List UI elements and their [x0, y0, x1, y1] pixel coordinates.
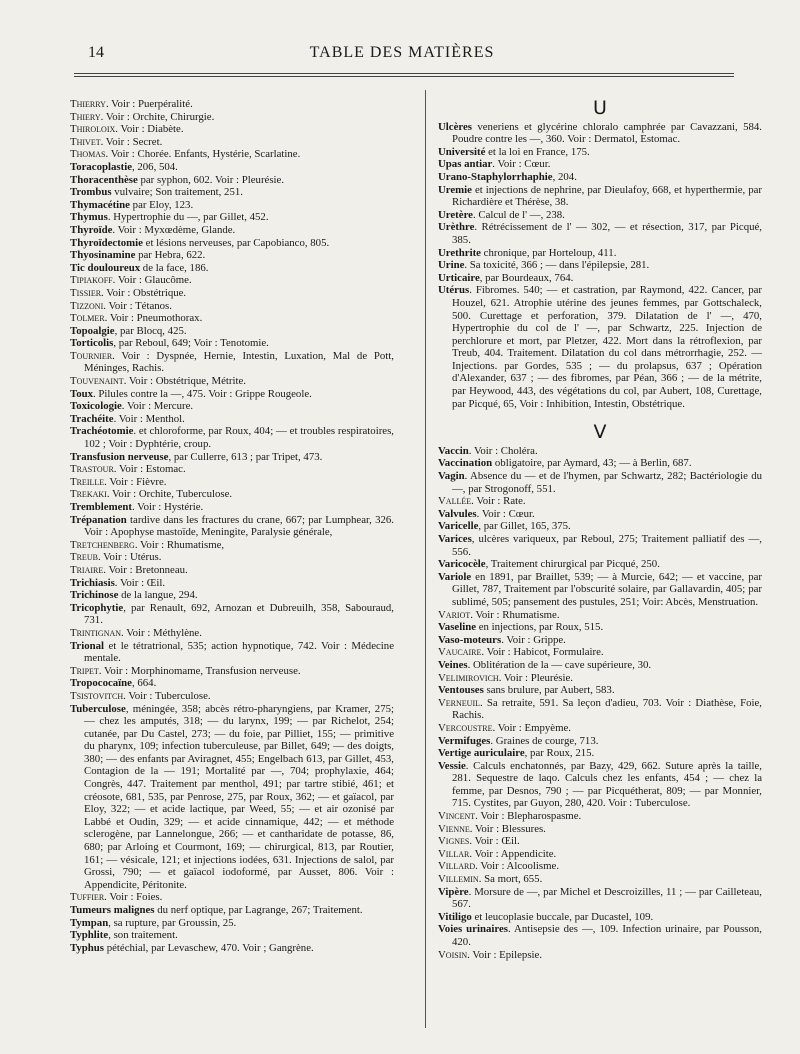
- entry-heading: Trichiasis: [70, 576, 115, 589]
- entry-heading: Tympan: [70, 916, 109, 929]
- entry-text: . Voir : Orchite, Tuberculose.: [106, 488, 233, 501]
- index-entry: [438, 533, 762, 558]
- entry-heading: Vignes: [438, 835, 470, 848]
- index-entry: [438, 259, 762, 272]
- index-entry: [70, 703, 394, 892]
- entry-text: . Voir : Habicot, Formulaire.: [481, 646, 604, 659]
- entry-heading: Tuberculose: [70, 702, 126, 715]
- entry-text: . Voir : Bretonneau.: [103, 563, 188, 576]
- entry-heading: Utérus: [438, 284, 470, 297]
- entry-text: . Voir : Pneumothorax.: [104, 312, 203, 325]
- index-entry: [438, 873, 762, 886]
- index-entry: [438, 272, 762, 285]
- entry-heading: Vipère: [438, 885, 469, 898]
- index-entry: [70, 300, 394, 313]
- index-entry: [438, 508, 762, 521]
- index-entry: [438, 735, 762, 748]
- entry-text: . Voir : Tuberculose.: [123, 689, 211, 702]
- entry-heading: Treille: [70, 475, 105, 488]
- index-entry: [438, 911, 762, 924]
- entry-heading: Tuffier: [70, 891, 105, 904]
- index-entry: [70, 677, 394, 690]
- entry-text: et leucoplasie buccale, par Ducastel, 109.: [471, 910, 654, 923]
- entry-heading: Verneuil: [438, 696, 481, 709]
- entry-heading: Varicocèle: [438, 558, 486, 571]
- index-entry: [70, 488, 394, 501]
- index-entry: [438, 684, 762, 697]
- index-entry: [70, 413, 394, 426]
- entry-heading: Urine: [438, 259, 465, 272]
- index-entry: [438, 470, 762, 495]
- entry-heading: Trombus: [70, 186, 112, 199]
- entry-heading: Urethrite: [438, 246, 481, 259]
- entry-text: . Voir : Rhumatisme.: [470, 608, 560, 621]
- entry-heading: Trekaki: [70, 488, 107, 501]
- entry-heading: Vertige auriculaire: [438, 747, 525, 760]
- entry-heading: Tropococaïne: [70, 677, 132, 690]
- entry-text: , Traitement chirurgical par Picqué, 250.: [485, 558, 660, 571]
- left-column: [70, 98, 394, 954]
- entry-text: . Voir : Glaucôme.: [112, 274, 192, 287]
- entry-heading: Valvules: [438, 507, 477, 520]
- running-title: TABLE DES MATIÈRES: [309, 44, 495, 61]
- entry-heading: Thymacétine: [70, 198, 130, 211]
- index-entry: [70, 942, 394, 955]
- entry-heading: Thierry: [70, 98, 106, 110]
- entry-heading: Thyosinamine: [70, 249, 136, 262]
- index-entry: [70, 325, 394, 338]
- entry-text: . Voir : Diabète.: [115, 123, 184, 136]
- index-entry: [70, 451, 394, 464]
- index-entry: [438, 835, 762, 848]
- entry-text: . Pilules contre la —, 475. Voir : Grippe Rougeole.: [93, 387, 312, 400]
- entry-text: , 206, 504.: [131, 160, 178, 173]
- index-entry: [70, 589, 394, 602]
- entry-text: , 204.: [552, 170, 577, 183]
- entry-heading: Tripet: [70, 664, 99, 677]
- entry-text: . Voir : Chorée. Enfants, Hystérie, Scarlatine.: [105, 148, 301, 161]
- entry-heading: Tricophytie: [70, 601, 124, 614]
- entry-text: , sa rupture, par Groussin, 25.: [108, 916, 237, 929]
- entry-text: , par Cullerre, 613 ; par Tripet, 473.: [168, 450, 323, 463]
- entry-heading: Ventouses: [438, 684, 484, 697]
- entry-text: , son traitement.: [108, 929, 178, 942]
- index-entry: [70, 98, 394, 111]
- entry-heading: Toracoplastie: [70, 160, 132, 173]
- entry-heading: Toux: [70, 387, 94, 400]
- entry-heading: Typhus: [70, 941, 105, 954]
- index-entry: [438, 520, 762, 533]
- index-entry: [70, 577, 394, 590]
- entry-heading: Vaso-moteurs: [438, 633, 502, 646]
- index-entry: [438, 646, 762, 659]
- entry-heading: Uretère: [438, 208, 473, 221]
- entry-heading: Villemin: [438, 873, 479, 886]
- index-entry: [70, 111, 394, 124]
- index-entry: [70, 262, 394, 275]
- index-entry: [70, 287, 394, 300]
- index-entry: [438, 672, 762, 685]
- index-entry: [70, 891, 394, 904]
- entry-text: . Voir : Orchite, Chirurgie.: [100, 110, 215, 123]
- entry-text: . Voir : Méthylène.: [121, 626, 202, 639]
- index-entry: [70, 123, 394, 136]
- entry-text: . Morsure de —, par Michel et Descroizilles, 11 ; — par Cailleteau, 567.: [452, 885, 762, 911]
- entry-text: . Graines de courge, 713.: [490, 734, 599, 747]
- page-number: 14: [88, 44, 104, 61]
- index-entry: [438, 284, 762, 410]
- index-entry: [438, 923, 762, 948]
- index-entry: [70, 602, 394, 627]
- entry-heading: Trintignan: [70, 626, 122, 639]
- index-entry: [438, 457, 762, 470]
- entry-heading: Thoracenthèse: [70, 173, 138, 186]
- entry-text: . et chloroforme, par Roux, 404; — et troubles respiratoires, 102 ; Voir : Dyphtérie, croup.: [84, 425, 394, 451]
- header-rule: [74, 73, 734, 74]
- index-entry: [438, 495, 762, 508]
- entry-heading: Université: [438, 145, 486, 158]
- entry-heading: Toxicologie: [70, 400, 122, 413]
- entry-text: . Hypertrophie du —, par Gillet, 452.: [107, 211, 269, 224]
- entry-heading: Touvenaint: [70, 375, 124, 388]
- entry-heading: Typhlite: [70, 929, 109, 942]
- entry-text: . Fibromes. 540; — et castration, par Raymond, 422. Cancer, par Houzel, 621. Atrophie utérine des jeunes femmes, par Gottschaleck, 500. Curettage et perforation, 379. Dilatation de l' —, 470, Hypertrophie du col de l' —, par Schwartz, 225. Injection de perchlorure et mort, par Pletzer, 422. Mort dans la rétroflexion, par Treub, 404. Traitement. Dilatation du col dans métrorrhagie, 252. — Injections. par Gordes, 535 ; — du prolapsus, 637 ; Opération d'Alexander, 637 ; — des fibromes, par Péan, 366 ; — de la métrite, par Heywood, 443, des végétations du col, par Aubert, 108, Curettage, par Picqué, 65, Voir : Inhibition, Intestin, Obstétrique.: [452, 284, 762, 410]
- entry-heading: Thiery: [70, 110, 101, 123]
- entry-heading: Villar: [438, 847, 470, 860]
- entry-text: . Voir : Utérus.: [97, 551, 162, 564]
- entry-text: . Sa toxicité, 366 ; — dans l'épilepsie, 281.: [464, 259, 650, 272]
- index-entry: [70, 186, 394, 199]
- entry-text: . Calculs enchatonnés, par Bazy, 429, 662. Suture après la taille, 281. Sequestre de laqo. Calculs chez les enfants, 454 ; — chez la femme, par Desnos, 790 ; — par Picquétherat, 809; — par Monnier, 715. Cystites, par Guyon, 280, 420. Voir : Tuberculose.: [452, 759, 762, 810]
- index-entry: [70, 425, 394, 450]
- index-entry: [438, 158, 762, 171]
- entry-text: veneriens et glycérine chloralo camphrée par Cavazzani, 584. Poudre contre les —, 360. Voir : Dermatol, Estomac.: [452, 120, 762, 146]
- entry-text: . Voir : Fièvre.: [104, 475, 167, 488]
- entry-heading: Vitiligo: [438, 910, 472, 923]
- index-entry: [438, 221, 762, 246]
- entry-heading: Vienne: [438, 822, 470, 835]
- entry-heading: Transfusion nerveuse: [70, 450, 169, 463]
- entry-heading: Varices: [438, 533, 472, 545]
- entry-heading: Trastour: [70, 463, 114, 476]
- entry-text: . Sa mort, 655.: [478, 873, 543, 886]
- index-entry: [438, 146, 762, 159]
- entry-text: . Voir : Blessures.: [469, 822, 546, 835]
- index-entry: [70, 224, 394, 237]
- entry-heading: Thivet: [70, 135, 101, 148]
- index-entry: [70, 237, 394, 250]
- entry-text: . Voir : Obstétrique.: [101, 286, 187, 299]
- entry-text: . Voir : Cœur.: [476, 507, 535, 520]
- entry-heading: Trional: [70, 639, 104, 652]
- index-entry: [70, 161, 394, 174]
- entry-heading: Variot: [438, 608, 471, 621]
- entry-heading: Tizzoni: [70, 299, 104, 312]
- entry-text: et la loi en France, 175.: [485, 145, 590, 158]
- index-entry: [438, 747, 762, 760]
- entry-text: . Voir : Epilepsie.: [467, 948, 543, 961]
- entry-text: et injections de nephrine, par Dieulafoy, 668, et hyperthermie, par Richardière et Thérèse, 38.: [452, 183, 762, 209]
- entry-heading: Urèthre: [438, 221, 475, 234]
- index-entry: [438, 848, 762, 861]
- entry-heading: Tsistovitch: [70, 689, 124, 702]
- entry-text: tardive dans les fractures du crane, 667; par Lumphear, 326. Voir : Apophyse mastoïde, Meningite, Paralysie générale,: [84, 513, 394, 539]
- index-entry: [70, 551, 394, 564]
- index-entry: [70, 249, 394, 262]
- index-entry: [438, 571, 762, 609]
- entry-heading: Upas antiar: [438, 158, 493, 171]
- section-v-entries: [438, 445, 762, 961]
- entry-heading: Variole: [438, 570, 472, 583]
- entry-heading: Varicelle: [438, 520, 479, 533]
- entry-text: de la face, 186.: [140, 261, 209, 274]
- index-entry: [70, 337, 394, 350]
- entry-text: , par Bourdeaux, 764.: [479, 271, 574, 284]
- entry-text: . Voir : Hystérie.: [131, 501, 204, 513]
- index-entry: [70, 564, 394, 577]
- entry-text: . Sa retraite, 591. Sa leçon d'adieu, 703. Voir : Diathèse, Foie, Rachis.: [452, 696, 762, 722]
- entry-heading: Vincent: [438, 810, 476, 823]
- index-entry: [438, 247, 762, 260]
- index-entry: [70, 174, 394, 187]
- index-entry: [438, 860, 762, 873]
- index-entry: [438, 184, 762, 209]
- index-entry: [70, 463, 394, 476]
- index-entry: [70, 350, 394, 375]
- index-entry: [438, 558, 762, 571]
- index-entry: [70, 199, 394, 212]
- index-entry: [70, 312, 394, 325]
- entry-text: par Hebra, 622.: [135, 249, 206, 262]
- entry-heading: Ulcères: [438, 120, 472, 133]
- index-entry: [70, 904, 394, 917]
- entry-text: , 664.: [131, 677, 157, 690]
- entry-text: , par Renault, 692, Arnozan et Dubreuilh, 358, Sabouraud, 731.: [84, 601, 394, 627]
- index-entry: [70, 501, 394, 514]
- entry-text: du nerf optique, par Lagrange, 267; Traitement.: [154, 904, 363, 916]
- entry-text: sans brulure, par Aubert, 583.: [483, 684, 615, 697]
- entry-text: pétéchial, par Levaschew, 470. Voir ; Gangrène.: [104, 941, 314, 954]
- entry-text: . Voir : Obstétrique, Métrite.: [123, 375, 246, 388]
- entry-heading: Trichinose: [70, 589, 119, 602]
- entry-text: de la langue, 294.: [118, 589, 198, 602]
- entry-heading: Vagin: [438, 470, 465, 483]
- index-entry: [70, 211, 394, 224]
- entry-text: . Voir : Cœur.: [492, 158, 551, 171]
- index-entry: [438, 634, 762, 647]
- entry-text: , par Gillet, 165, 375.: [478, 520, 571, 533]
- entry-heading: Veines: [438, 658, 468, 671]
- entry-text: , méningée, 358; abcès rétro-pharyngiens, par Kramer, 275; — chez les amputés, 318; — du larynx, 199; — par Richelot, 254; cutanée, par Du Castel, 273; — du foie, par Pilliet, 155; — primitive du pharynx, 109; infection tuberculeuse, par Billet, 649; — des doigts, 380; — des enfants par Aviragnet, 455; Engelbach 613, par Gillet, 453, Contagion de la — 191; Mortalité par —, 704; prophylaxie, 464; Congrès, 447. Traitement par menthol, 491; par tartre stibié, 461; et créosote, 681, 535, par Penrose, 275, par Roux, 362; — et gaïacol, par Eloy, 322; — et acide lactique, par Weed, 55; — et air ozonisé par Labbé et Oudin, 329; — et acide cinnamique, 442; — et méthode sclerogène, par Lannelongue, 266; — et cantharidate de potasse, 86, 680; par Arloing et Courmont, 169; — chirurgical, 813, par Routier, 161; — vésicale, 121; et injections iodées, 631. Injections de salol, par Grossi, 790; — et gaïacol iodoformé, par Ausset, 806. Voir : Appendicite, Péritonite.: [84, 702, 394, 891]
- entry-text: . Rétrécissement de l' — 302, — et résection, 317, par Picqué, 385.: [452, 221, 762, 246]
- entry-text: . Voir : Tétanos.: [103, 299, 172, 312]
- entry-heading: Tumeurs malignes: [70, 904, 155, 916]
- index-entry: [438, 659, 762, 672]
- index-entry: [438, 445, 762, 458]
- entry-heading: Thymus: [70, 211, 108, 224]
- entry-text: . Voir : Myxœdème, Glande.: [112, 223, 236, 236]
- entry-heading: Tolmer: [70, 312, 105, 325]
- entry-heading: Topoalgie: [70, 324, 115, 337]
- entry-heading: Tournier: [70, 349, 113, 362]
- entry-heading: Tissier: [70, 286, 102, 299]
- entry-heading: Villard: [438, 860, 476, 873]
- entry-text: . Voir : Alcoolisme.: [475, 860, 560, 873]
- entry-text: . Voir : Morphinomame, Transfusion nerveuse.: [98, 664, 301, 677]
- entry-heading: Vaccination: [438, 457, 493, 470]
- entry-heading: Thyroïde: [70, 223, 113, 236]
- section-letter-v: V: [593, 421, 607, 444]
- entry-heading: Triaire: [70, 563, 104, 576]
- entry-heading: Vaucaire: [438, 646, 482, 659]
- index-entry: [70, 917, 394, 930]
- index-entry: [438, 697, 762, 722]
- index-entry: [70, 690, 394, 703]
- index-entry: [70, 136, 394, 149]
- index-entry: [70, 514, 394, 539]
- entry-text: . Voir : Grippe.: [501, 633, 566, 646]
- entry-text: . Voir : Secret.: [100, 135, 163, 148]
- entry-text: . Voir : Choléra.: [468, 444, 538, 457]
- entry-heading: Thomas: [70, 148, 106, 161]
- entry-heading: Vermifuges: [438, 734, 491, 747]
- entry-text: en injections, par Roux, 515.: [476, 621, 604, 634]
- index-entry: [70, 640, 394, 665]
- entry-text: , par Reboul, 649; Voir : Tenotomie.: [113, 337, 269, 350]
- entry-heading: Thyroïdectomie: [70, 236, 143, 249]
- right-column: [438, 98, 762, 961]
- index-entry: [438, 171, 762, 184]
- entry-heading: Vercoustre: [438, 721, 493, 734]
- entry-text: . Voir : Mercure.: [121, 400, 194, 413]
- entry-heading: Tipiakoff: [70, 274, 113, 287]
- index-entry: [438, 810, 762, 823]
- index-entry: [70, 476, 394, 489]
- entry-heading: Torticolis: [70, 337, 114, 350]
- column-divider: [425, 90, 426, 1028]
- entry-heading: Urticaire: [438, 271, 480, 284]
- index-entry: [438, 823, 762, 836]
- entry-text: par Eloy, 123.: [129, 198, 194, 211]
- entry-text: et lésions nerveuses, par Capobianco, 805.: [142, 236, 330, 249]
- index-entry: [70, 274, 394, 287]
- index-entry: [70, 148, 394, 161]
- entry-text: . Voir : Œil.: [469, 835, 520, 848]
- entry-text: . Voir : Œil.: [114, 576, 166, 589]
- entry-text: , ulcères variqueux, par Reboul, 275; Traitement palliatif des —, 556.: [452, 533, 762, 558]
- entry-heading: Velimirovich: [438, 671, 499, 684]
- entry-text: et le tétratrional, 535; action hypnotique, 742. Voir : Médecine mentale.: [84, 639, 394, 665]
- entry-heading: Trachéite: [70, 412, 114, 425]
- entry-text: vulvaire; Son traitement, 251.: [111, 186, 243, 199]
- entry-text: . Voir : Dyspnée, Hernie, Intestin, Luxation, Mal de Pott, Méninges, Rachis.: [84, 349, 394, 375]
- index-entry: [438, 621, 762, 634]
- index-entry: [70, 627, 394, 640]
- index-entry: [70, 665, 394, 678]
- index-entry: [438, 722, 762, 735]
- section-letter-u: U: [593, 97, 607, 119]
- entry-heading: Tic douloureux: [70, 261, 141, 274]
- entry-text: . Voir : Empyème.: [492, 721, 571, 734]
- entry-text: . Voir : Menthol.: [113, 412, 185, 425]
- entry-text: . Voir : Rhumatisme,: [134, 538, 225, 551]
- entry-heading: Vessie: [438, 759, 466, 772]
- index-entry: [438, 886, 762, 911]
- entry-heading: Vaccin: [438, 444, 469, 457]
- entry-heading: Urano-Staphylorrhaphie: [438, 170, 553, 183]
- entry-text: . Voir : Blepharospasme.: [475, 810, 582, 823]
- entry-text: , par Roux, 215.: [524, 747, 595, 760]
- entry-heading: Vallée: [438, 495, 472, 508]
- entry-text: . Voir : Pleurésie.: [498, 671, 573, 684]
- entry-text: . Voir : Puerpéralité.: [105, 98, 193, 110]
- entry-heading: Treub: [70, 551, 98, 564]
- index-entry: [438, 209, 762, 222]
- entry-text: . Voir : Estomac.: [113, 463, 186, 476]
- index-entry: [438, 121, 762, 146]
- index-entry: [70, 400, 394, 413]
- entry-heading: Tretchenberg: [70, 538, 135, 551]
- entry-heading: Trachéotomie: [70, 425, 134, 438]
- entry-heading: Trépanation: [70, 513, 127, 526]
- entry-text: chronique, par Horteloup, 411.: [480, 246, 617, 259]
- entry-text: . Antisepsie des —, 109. Infection urinaire, par Pousson, 420.: [452, 923, 762, 948]
- entry-text: . Calcul de l' —, 238.: [472, 208, 565, 221]
- entry-text: . Voir : Rate.: [471, 495, 526, 508]
- entry-text: . Absence du — et de l'hymen, par Schwartz, 282; Bactériologie du —, par Strogonoff, 551.: [452, 470, 762, 495]
- page-header: [70, 44, 734, 68]
- entry-text: . Voir : Appendicite.: [469, 847, 557, 860]
- index-entry: [438, 609, 762, 622]
- entry-text: . Voir : Foies.: [104, 891, 163, 904]
- index-entry: [70, 388, 394, 401]
- entry-heading: Voisin: [438, 948, 468, 961]
- entry-text: . Oblitération de la — cave supérieure, 30.: [467, 658, 652, 671]
- index-entry: [70, 375, 394, 388]
- entry-text: en 1891, par Braillet, 539; — à Murcie, 642; — et vaccine, par Gillet, 787, Traitement par l'obscurité solaire, par Gallavardin, 405; par sublimé, 505; pansement des pustules, 251; Voir: Abcès, Menstruation.: [452, 570, 762, 608]
- entry-text: par syphon, 602. Voir : Pleurésie.: [137, 173, 285, 186]
- entry-heading: Uremie: [438, 183, 472, 196]
- index-entry: [438, 760, 762, 810]
- entry-text: , par Blocq, 425.: [114, 324, 187, 337]
- index-entry: [438, 949, 762, 962]
- section-u-entries: [438, 121, 762, 411]
- entry-heading: Tremblement: [70, 501, 132, 513]
- entry-heading: Voies urinaires: [438, 923, 508, 936]
- entry-heading: Thiroloix: [70, 123, 116, 136]
- index-entry: [70, 929, 394, 942]
- index-entry: [70, 539, 394, 552]
- entry-heading: Vaseline: [438, 621, 476, 634]
- header-rule-double: [74, 76, 734, 77]
- entry-text: obligatoire, par Aymard, 43; — à Berlin, 687.: [492, 457, 692, 470]
